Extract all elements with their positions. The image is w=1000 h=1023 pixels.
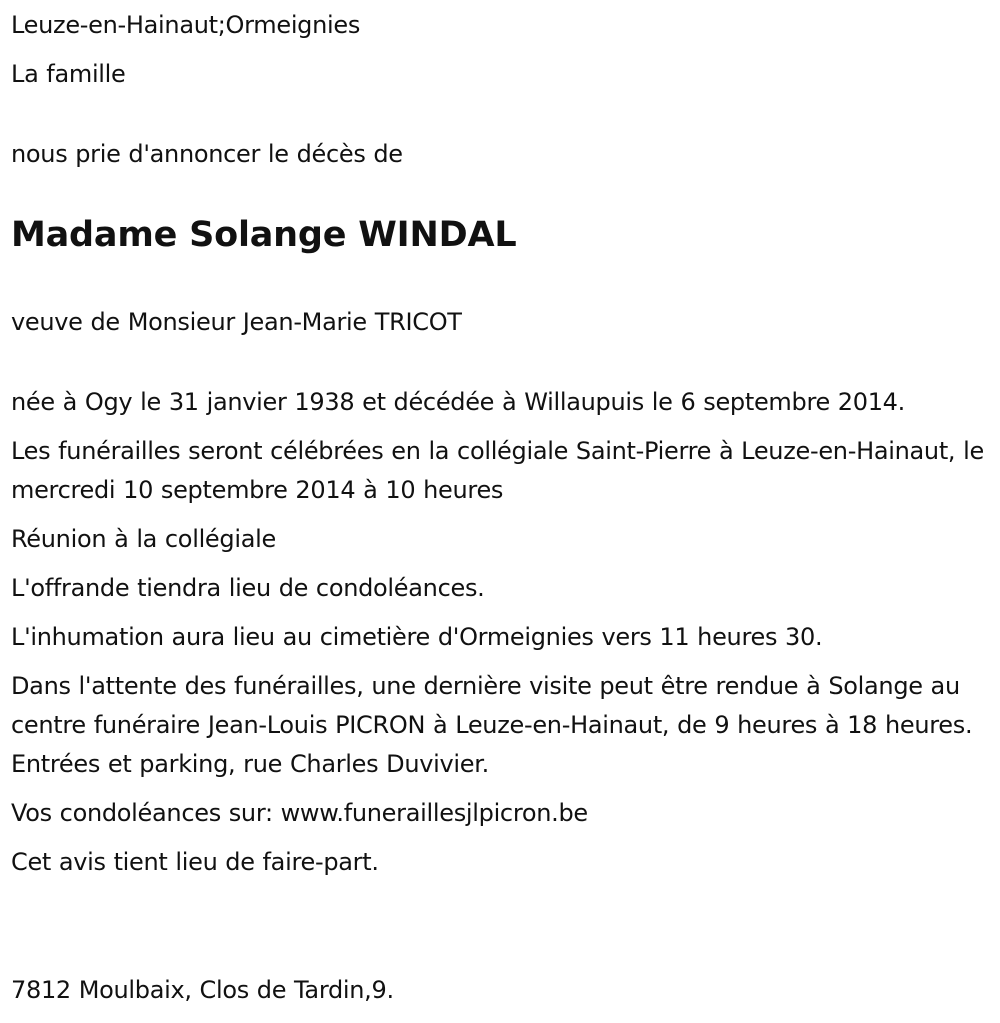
gathering-place: Réunion à la collégiale — [11, 525, 276, 553]
deceased-name: Madame Solange WINDAL — [11, 215, 517, 255]
notice-body — [11, 383, 986, 892]
announcement-line: nous prie d'annoncer le décès de — [11, 140, 403, 168]
visitation-info: Dans l'attente des funérailles, une dernière visite peut être rendue à Solange au centre funéraire Jean-Louis PICRON à Leuze-en-Hainaut, de 9 heures à 18 heures. Entrées et parking, rue Charles Duvivier. — [11, 672, 973, 778]
condolences-website: Vos condoléances sur: www.funeraillesjlpicron.be — [11, 799, 588, 827]
offering-note: L'offrande tiendra lieu de condoléances. — [11, 574, 485, 602]
burial-info: L'inhumation aura lieu au cimetière d'Ormeignies vers 11 heures 30. — [11, 623, 823, 651]
widow-of-line: veuve de Monsieur Jean-Marie TRICOT — [11, 308, 462, 336]
funeral-service: Les funérailles seront célébrées en la collégiale Saint-Pierre à Leuze-en-Hainaut, le mercredi 10 septembre 2014 à 10 heures — [11, 437, 984, 504]
faire-part-note: Cet avis tient lieu de faire-part. — [11, 848, 379, 876]
birth-death-dates: née à Ogy le 31 janvier 1938 et décédée à Willaupuis le 6 septembre 2014. — [11, 388, 905, 416]
family-address: 7812 Moulbaix, Clos de Tardin,9. — [11, 976, 394, 1004]
family-line: La famille — [11, 60, 126, 88]
notice-location: Leuze-en-Hainaut;Ormeignies — [11, 11, 361, 39]
